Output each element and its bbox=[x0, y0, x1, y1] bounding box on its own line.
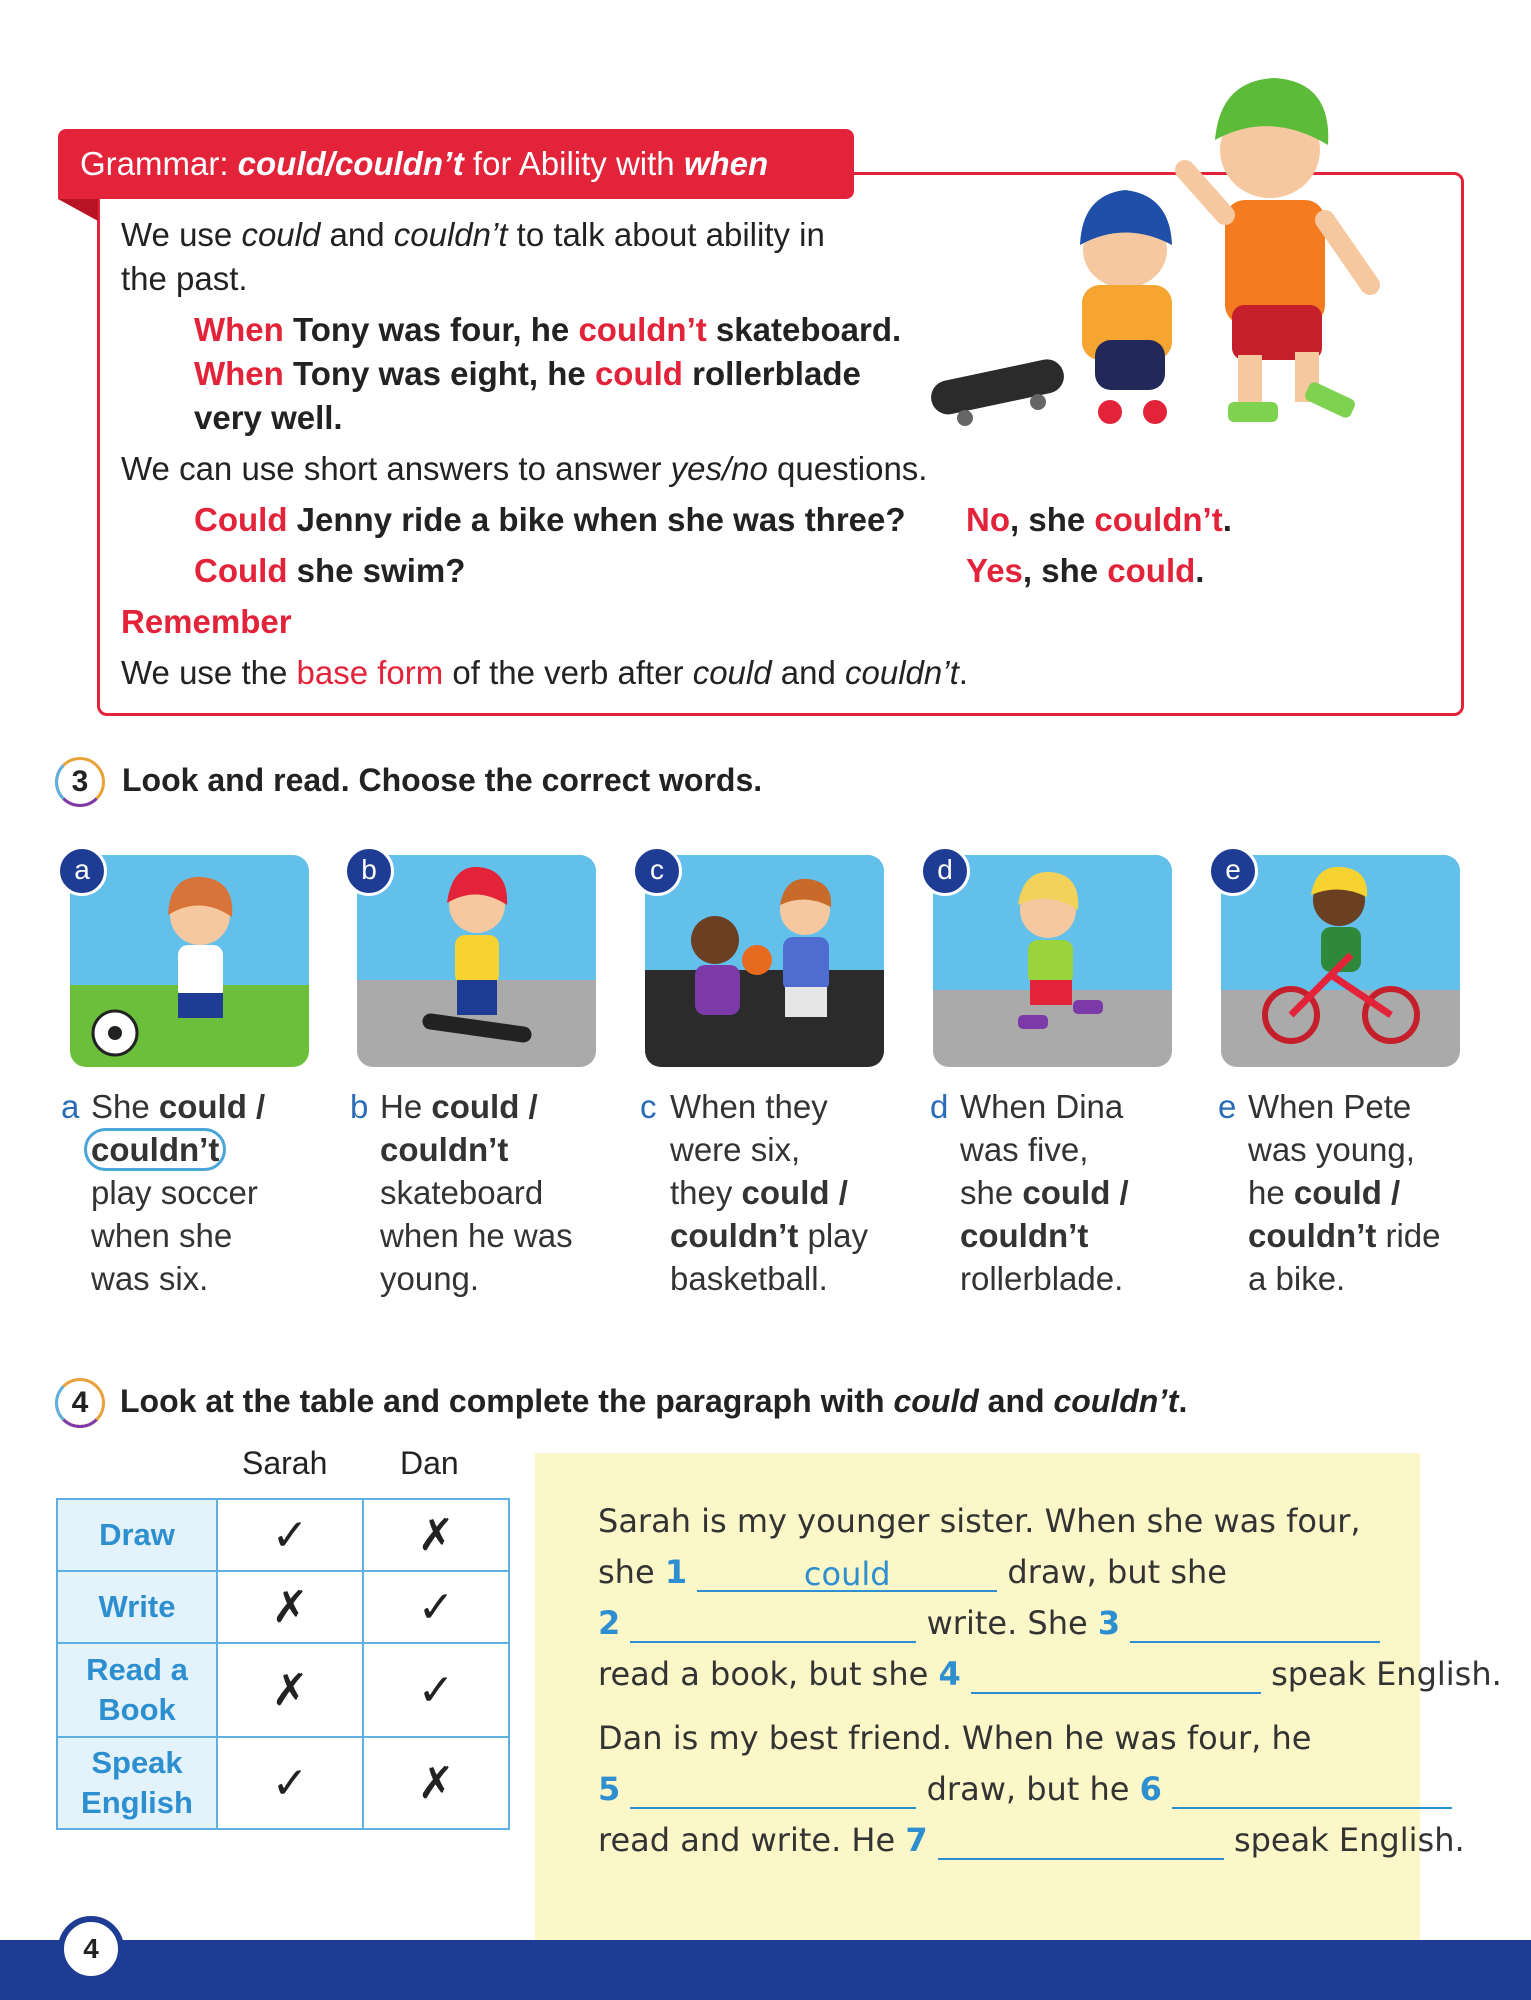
card-letter-b: b bbox=[344, 846, 394, 896]
paragraph-line-5: Dan is my best friend. When he was four, he bbox=[598, 1719, 1312, 1757]
table-row bbox=[57, 1737, 509, 1829]
option-b: b He could / couldn’t skateboard when he was young. bbox=[380, 1085, 650, 1300]
table-header-sarah: Sarah bbox=[242, 1445, 328, 1481]
paragraph-line-6: 5 draw, but he 6 bbox=[598, 1769, 1452, 1809]
option-d-couldnt[interactable]: couldn’t bbox=[960, 1217, 1089, 1254]
option-b-couldnt[interactable]: couldn’t bbox=[380, 1131, 509, 1168]
check-icon: ✓ bbox=[363, 1571, 509, 1643]
blank-5[interactable] bbox=[630, 1771, 916, 1809]
picture-boy-skateboard bbox=[357, 855, 596, 1067]
option-a-couldnt-selected[interactable]: couldn’t bbox=[84, 1128, 226, 1171]
option-a-could[interactable]: could / bbox=[158, 1088, 266, 1125]
grammar-example-2-cont: very well. bbox=[194, 399, 343, 436]
paragraph-line-4: read a book, but she 4 speak English. bbox=[598, 1655, 1502, 1693]
blank-6[interactable] bbox=[1172, 1771, 1452, 1809]
card-letter-e: e bbox=[1208, 846, 1258, 896]
exercise-4-number: 4 bbox=[55, 1378, 105, 1428]
option-a: a She could / couldn’t play soccer when she was six. bbox=[61, 1088, 266, 1297]
grammar-question-2: Could she swim? bbox=[194, 552, 466, 589]
card-letter-d: d bbox=[920, 846, 970, 896]
grammar-question-1: Could Jenny ride a bike when she was three? bbox=[194, 501, 906, 538]
card-letter-a: a bbox=[57, 846, 107, 896]
grammar-short-answers: We can use short answers to answer yes/no questions. bbox=[121, 450, 928, 487]
paragraph-line-1: Sarah is my younger sister. When she was four, bbox=[598, 1502, 1361, 1540]
cross-icon: ✗ bbox=[363, 1737, 509, 1829]
option-d-could[interactable]: could / bbox=[1022, 1174, 1129, 1211]
rollerblading-boy-figure bbox=[1185, 78, 1370, 422]
picture-girl-soccer bbox=[70, 855, 309, 1067]
page-number: 4 bbox=[58, 1916, 124, 1982]
blank-3[interactable] bbox=[1130, 1605, 1380, 1643]
row-label-read-a-book: Read a Book bbox=[57, 1643, 217, 1737]
remember-heading: Remember bbox=[121, 603, 292, 640]
check-icon: ✓ bbox=[217, 1499, 363, 1571]
option-e-couldnt[interactable]: couldn’t bbox=[1248, 1217, 1377, 1254]
picture-boy-bike bbox=[1221, 855, 1460, 1067]
table-row bbox=[57, 1499, 509, 1571]
option-c-couldnt[interactable]: couldn’t bbox=[670, 1217, 799, 1254]
grammar-answer-1: No, she couldn’t. bbox=[966, 501, 1232, 538]
grammar-example-1: When Tony was four, he couldn’t skateboard. bbox=[194, 311, 902, 348]
option-e: e When Pete was young, he could / couldn’t ride a bike. bbox=[1218, 1088, 1441, 1297]
exercise-3-number: 3 bbox=[55, 757, 105, 807]
table-header-dan: Dan bbox=[400, 1445, 459, 1481]
cross-icon: ✗ bbox=[363, 1499, 509, 1571]
row-label-speak-english: Speak English bbox=[57, 1737, 217, 1829]
picture-boys-basketball bbox=[645, 855, 884, 1067]
row-label-draw: Draw bbox=[57, 1499, 217, 1571]
paragraph-line-7: read and write. He 7 speak English. bbox=[598, 1821, 1465, 1859]
option-c: c When they were six, they could / couldn’t play basketball. bbox=[640, 1088, 869, 1297]
blank-7[interactable] bbox=[938, 1822, 1224, 1860]
ability-table bbox=[56, 1498, 510, 1830]
grammar-rule: We use the base form of the verb after could and couldn’t. bbox=[121, 654, 968, 691]
table-row bbox=[57, 1643, 509, 1737]
option-c-could[interactable]: could / bbox=[741, 1174, 848, 1211]
card-letter-c: c bbox=[632, 846, 682, 896]
grammar-answer-2: Yes, she could. bbox=[966, 552, 1205, 589]
paragraph-line-3: 2 write. She 3 bbox=[598, 1603, 1380, 1643]
footer-bar bbox=[0, 1940, 1531, 2000]
option-e-could[interactable]: could / bbox=[1293, 1174, 1401, 1211]
kids-skating-illustration bbox=[920, 40, 1460, 440]
skateboard-icon bbox=[928, 356, 1067, 426]
sitting-boy-figure bbox=[1080, 190, 1172, 424]
grammar-intro-line1: We use could and couldn’t to talk about ability in bbox=[121, 216, 825, 253]
grammar-tab-notch bbox=[58, 199, 98, 221]
check-icon: ✓ bbox=[363, 1643, 509, 1737]
blank-2[interactable] bbox=[630, 1605, 916, 1643]
check-icon: ✓ bbox=[217, 1737, 363, 1829]
grammar-title: Grammar: could/couldn’t for Ability with when bbox=[58, 129, 854, 199]
cross-icon: ✗ bbox=[217, 1571, 363, 1643]
grammar-intro-line2: the past. bbox=[121, 260, 248, 297]
exercise-3-title: Look and read. Choose the correct words. bbox=[122, 762, 763, 798]
grammar-example-2: When Tony was eight, he could rollerblade bbox=[194, 355, 861, 392]
picture-girl-rollerblade bbox=[933, 855, 1172, 1067]
blank-1-answer[interactable]: could bbox=[697, 1554, 997, 1592]
table-row bbox=[57, 1571, 509, 1643]
paragraph-line-2: she 1 could draw, but she bbox=[598, 1553, 1227, 1593]
cross-icon: ✗ bbox=[217, 1643, 363, 1737]
blank-4[interactable] bbox=[971, 1656, 1261, 1694]
option-b-could[interactable]: could / bbox=[431, 1088, 538, 1125]
exercise-4-title: Look at the table and complete the paragraph with could and couldn’t. bbox=[120, 1383, 1188, 1419]
option-d: d When Dina was five, she could / couldn’t rollerblade. bbox=[960, 1085, 1230, 1300]
row-label-write: Write bbox=[57, 1571, 217, 1643]
